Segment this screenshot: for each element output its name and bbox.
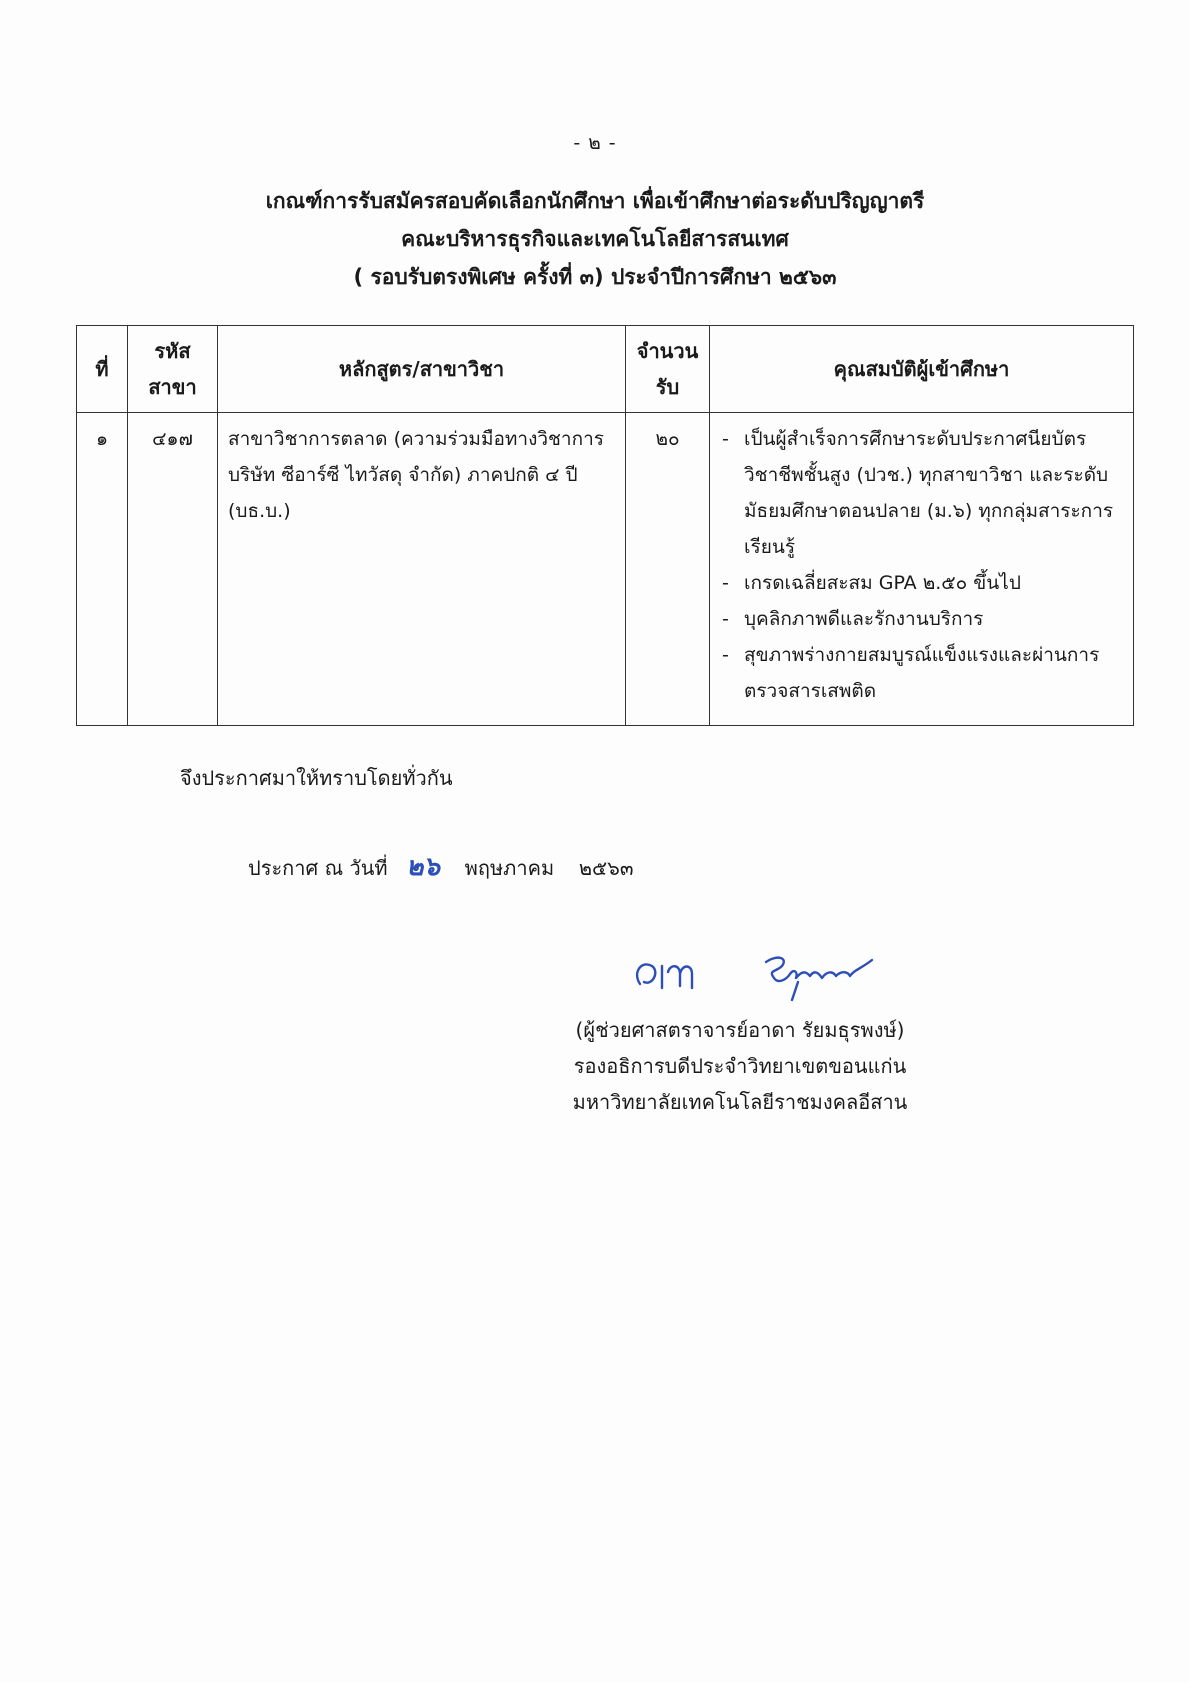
signatory-block (560, 1012, 920, 1120)
admission-criteria-table (76, 325, 1134, 726)
row-code: ๔๑๗ (128, 413, 218, 726)
header-seats: จำนวน รับ (626, 326, 710, 413)
heading-line-3: ( รอบรับตรงพิเศษ ครั้งที่ ๓) ประจำปีการศึกษา ๒๕๖๓ (353, 265, 837, 289)
date-day-handwritten: ๒๖ (406, 852, 440, 882)
row-qualifications (710, 413, 1134, 726)
row-no: ๑ (77, 413, 128, 726)
qualification-list (720, 421, 1123, 709)
header-program: หลักสูตร/สาขาวิชา (218, 326, 626, 413)
header-code: รหัส สาขา (128, 326, 218, 413)
date-month: พฤษภาคม (464, 856, 555, 880)
signatory-position: รองอธิการบดีประจำวิทยาเขตขอนแก่น (573, 1054, 907, 1078)
table-row (77, 413, 1134, 726)
row-seats: ๒๐ (626, 413, 710, 726)
signatory-name: (ผู้ช่วยศาสตราจารย์อาดา รัยมธุรพงษ์) (575, 1018, 905, 1042)
row-program: สาขาวิชาการตลาด (ความร่วมมือทางวิชาการ บริษัท ซีอาร์ซี ไทวัสดุ จำกัด) ภาคปกติ ๔ ปี (บธ.บ.) (218, 413, 626, 726)
date-prefix: ประกาศ ณ วันที่ (248, 856, 388, 880)
closing-statement: จึงประกาศมาให้ทราบโดยทั่วกัน (180, 766, 453, 790)
signatory-organization: มหาวิทยาลัยเทคโนโลยีราชมงคลอีสาน (572, 1090, 908, 1114)
table-header-row (77, 326, 1134, 413)
heading-line-2: คณะบริหารธุรกิจและเทคโนโลยีสารสนเทศ (401, 227, 789, 251)
document-heading (0, 182, 1190, 296)
announcement-date (248, 846, 634, 887)
qualification-item: - สุขภาพร่างกายสมบูรณ์แข็งแรงและผ่านการตรวจสารเสพติด (720, 637, 1123, 709)
heading-line-1: เกณฑ์การรับสมัครสอบคัดเลือกนักศึกษา เพื่อเข้าศึกษาต่อระดับปริญญาตรี (265, 189, 925, 213)
date-year: ๒๕๖๓ (578, 856, 634, 880)
qualification-item: - เกรดเฉลี่ยสะสม GPA ๒.๕๐ ขึ้นไป (720, 565, 1123, 601)
qualification-item: - เป็นผู้สำเร็จการศึกษาระดับประกาศนียบัตรวิชาชีพชั้นสูง (ปวช.) ทุกสาขาวิชา และระดับมัธยมศึกษาตอนปลาย (ม.๖) ทุกกลุ่มสาระการเรียนรู้ (720, 421, 1123, 565)
header-no: ที่ (77, 326, 128, 413)
page-number: - ๒ - (573, 132, 617, 154)
header-qualifications: คุณสมบัติผู้เข้าศึกษา (710, 326, 1134, 413)
signature-image (628, 942, 918, 1012)
qualification-item: - บุคลิกภาพดีและรักงานบริการ (720, 601, 1123, 637)
